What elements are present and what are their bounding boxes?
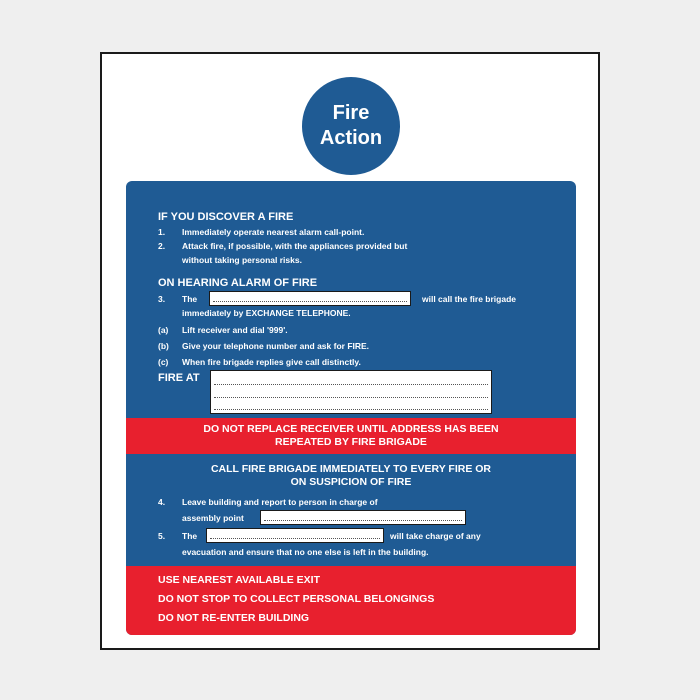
alarm-heading: ON HEARING ALARM OF FIRE: [158, 277, 318, 289]
bottom-line-2: DO NOT STOP TO COLLECT PERSONAL BELONGINGS: [158, 593, 435, 605]
subitem-a-text: Lift receiver and dial '999'.: [182, 325, 288, 335]
item-2-number: 2.: [158, 241, 166, 251]
fire-address-field[interactable]: [210, 370, 492, 414]
fire-action-badge: [302, 77, 400, 175]
item-5-line-2: evacuation and ensure that no one else is left in the building.: [182, 547, 429, 557]
subitem-b-label: (b): [158, 341, 169, 351]
discover-heading: IF YOU DISCOVER A FIRE: [158, 211, 294, 223]
assembly-point-field[interactable]: [260, 510, 466, 525]
item-2-text: Attack fire, if possible, with the appliances provided but: [182, 241, 408, 251]
item-1-text: Immediately operate nearest alarm call-point.: [182, 227, 365, 237]
subitem-a-label: (a): [158, 325, 169, 335]
badge-line-1: Fire: [332, 102, 370, 124]
item-1-number: 1.: [158, 227, 166, 237]
bottom-line-3: DO NOT RE-ENTER BUILDING: [158, 612, 310, 624]
item-4-number: 4.: [158, 497, 166, 507]
subitem-c-label: (c): [158, 357, 169, 367]
item-5-post: will take charge of any: [390, 531, 481, 541]
fire-action-sign: [100, 52, 600, 650]
bottom-line-1: USE NEAREST AVAILABLE EXIT: [158, 574, 320, 586]
call-brigade-line-2: ON SUSPICION OF FIRE: [290, 476, 412, 488]
item-5-number: 5.: [158, 531, 166, 541]
responsible-person-field[interactable]: [209, 291, 411, 306]
item-4-line-2: assembly point: [182, 513, 244, 523]
item-2-text-line-2: without taking personal risks.: [182, 255, 302, 265]
item-3-number: 3.: [158, 294, 166, 304]
warning-line-1: DO NOT REPLACE RECEIVER UNTIL ADDRESS HAS BEEN: [203, 423, 499, 435]
warning-band: [126, 418, 576, 454]
item-3-post: will call the fire brigade: [422, 294, 516, 304]
evacuation-person-field[interactable]: [206, 528, 384, 543]
item-4-text: Leave building and report to person in charge of: [182, 497, 378, 507]
subitem-c-text: When fire brigade replies give call distinctly.: [182, 357, 361, 367]
item-5-pre: The: [182, 531, 198, 541]
bottom-warning-band: [126, 566, 576, 635]
fire-at-label: FIRE AT: [158, 372, 200, 384]
item-3-pre: The: [182, 294, 198, 304]
call-brigade-line-1: CALL FIRE BRIGADE IMMEDIATELY TO EVERY FIRE OR: [210, 463, 492, 475]
item-3-line-2: immediately by EXCHANGE TELEPHONE.: [182, 308, 351, 318]
subitem-b-text: Give your telephone number and ask for FIRE.: [182, 341, 370, 351]
badge-line-2: Action: [319, 127, 383, 149]
instructions-panel: [126, 181, 576, 635]
warning-line-2: REPEATED BY FIRE BRIGADE: [275, 436, 427, 448]
